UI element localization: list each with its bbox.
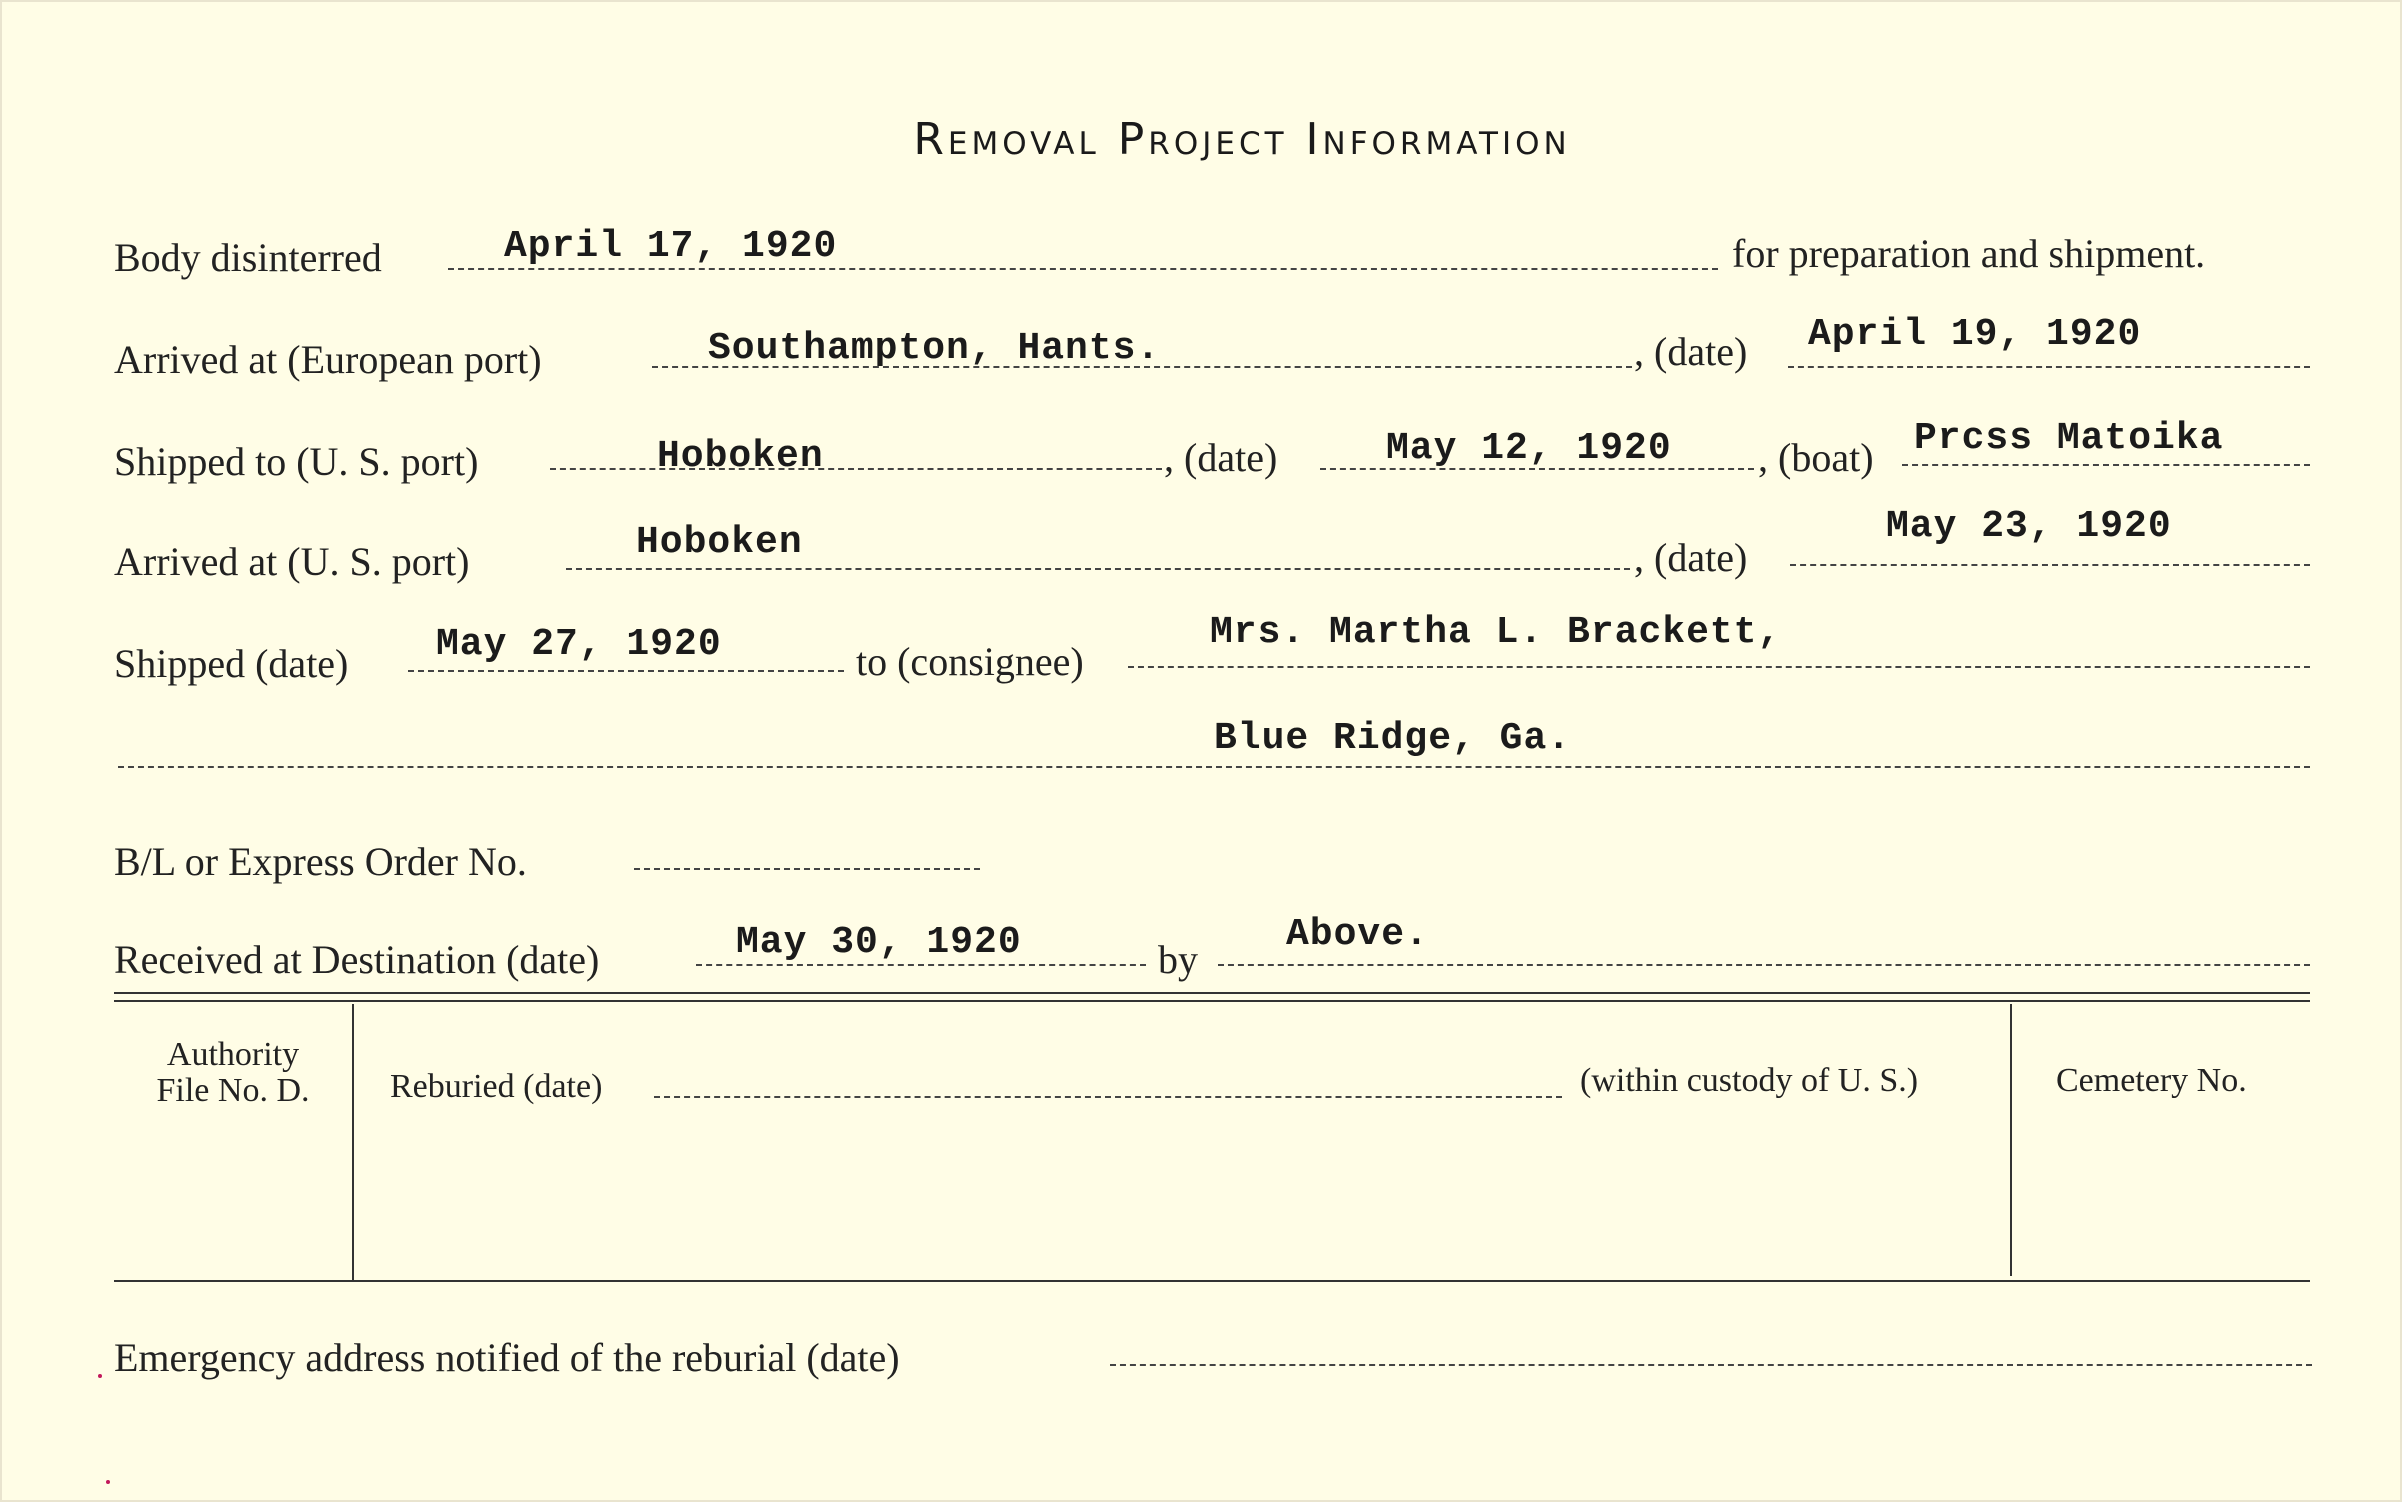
emergency-line	[1110, 1364, 2312, 1366]
reburied-line	[654, 1096, 1562, 1098]
arrived-us-date: May 23, 1920	[1886, 505, 2172, 548]
received-date-line	[696, 964, 1146, 966]
card-title: Removal Project Information	[913, 114, 1571, 165]
shipped-date: May 27, 1920	[436, 623, 722, 666]
custody-label: (within custody of U. S.)	[1580, 1062, 1919, 1099]
arrived-us-port: Hoboken	[636, 521, 803, 564]
shipped-us-port: Hoboken	[657, 435, 824, 478]
shipped-us-date-label: , (date)	[1164, 435, 1278, 480]
shipped-us-boat-label: , (boat)	[1758, 435, 1874, 480]
order-line	[634, 868, 980, 870]
disinterred-label: Body disinterred	[114, 235, 382, 280]
received-by-line	[1218, 964, 2310, 966]
disinterred-date: April 17, 1920	[504, 225, 838, 268]
table-divider-right	[2010, 1004, 2012, 1276]
emergency-label: Emergency address notified of the reburial (date)	[114, 1335, 900, 1380]
shipped-us-label: Shipped to (U. S. port)	[114, 439, 479, 484]
stray-mark	[98, 1374, 102, 1378]
table-bottom-rule	[114, 1280, 2310, 1282]
arrived-us-label: Arrived at (U. S. port)	[114, 539, 470, 584]
consignee-name: Mrs. Martha L. Brackett,	[1210, 611, 1782, 654]
received-label: Received at Destination (date)	[114, 937, 600, 982]
consignee-line-2	[118, 766, 2310, 768]
consignee-address: Blue Ridge, Ga.	[1214, 717, 1572, 760]
shipped-us-port-line	[550, 468, 1162, 470]
shipped-us-boat: Prcss Matoika	[1914, 417, 2224, 460]
consignee-label: to (consignee)	[856, 639, 1084, 684]
disinterred-suffix: for preparation and shipment.	[1732, 231, 2206, 276]
shipped-us-boat-line	[1902, 464, 2310, 466]
disinterred-line	[448, 268, 1718, 270]
table-top-rule-1	[114, 992, 2310, 994]
authority-label: Authority	[166, 1036, 300, 1073]
arrived-us-date-line	[1790, 564, 2310, 566]
table-top-rule-2	[114, 1000, 2310, 1002]
arrived-us-date-label: , (date)	[1634, 535, 1748, 580]
arrived-european-date-line	[1788, 366, 2310, 368]
received-by: Above.	[1286, 913, 1429, 956]
reburied-label: Reburied (date)	[390, 1068, 603, 1105]
shipped-date-label: Shipped (date)	[114, 641, 349, 686]
table-divider-left	[352, 1004, 354, 1282]
arrived-european-label: Arrived at (European port)	[114, 337, 542, 382]
file-no-label: File No. D.	[156, 1072, 310, 1109]
arrived-european-date-label: , (date)	[1634, 329, 1748, 374]
received-by-label: by	[1158, 937, 1198, 982]
stray-mark	[106, 1480, 110, 1484]
consignee-line-1	[1128, 666, 2310, 668]
shipped-date-line	[408, 670, 844, 672]
received-date: May 30, 1920	[736, 921, 1022, 964]
cemetery-no-label: Cemetery No.	[2056, 1062, 2247, 1099]
arrived-us-port-line	[566, 568, 1630, 570]
arrived-european-date: April 19, 1920	[1808, 313, 2142, 356]
order-label: B/L or Express Order No.	[114, 839, 527, 884]
shipped-us-date: May 12, 1920	[1386, 427, 1672, 470]
arrived-european-port: Southampton, Hants.	[708, 327, 1161, 370]
